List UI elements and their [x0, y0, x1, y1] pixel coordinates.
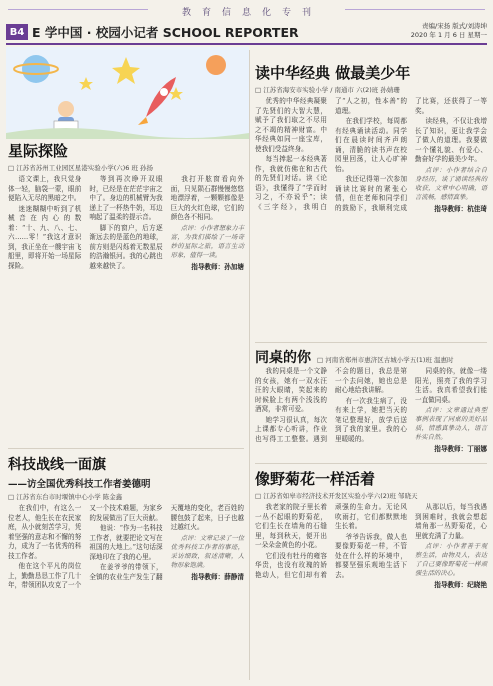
- article-byline: □ 河南省郑州市惠济区古城小学五(1)班 温惠时: [317, 356, 454, 364]
- banner-char: 信: [221, 7, 231, 18]
- banner-char: 化: [262, 7, 272, 18]
- article-comment: 点评：文章通过典型事例表现了同桌的美好品质，情感真挚动人，语言朴实自然。: [415, 407, 487, 441]
- banner-char: 育: [201, 7, 211, 18]
- article-paragraph: 在我们学校，每周都有经典诵读活动。同学们在晨读时间齐声朗诵，清脆的读书声在校园里回荡，让人心旷神怡。: [335, 117, 407, 173]
- article-byline: □ 江苏省东台市时堰镇中心小学 陈金鑫: [8, 493, 123, 501]
- article-teacher: 指导教师：丁丽娜: [434, 445, 487, 453]
- article-teacher: 指导教师：纪晓艳: [434, 581, 487, 589]
- article-paragraph: 我打开舷窗看向外面，只见陨石群慢慢悠悠地漂浮着，一颗颗都像是巨大的火红色球，它们的颜色各不相同。: [170, 175, 244, 221]
- article-paragraph: 我的同桌是一个文静的女孩，她有一双水汪汪的大眼睛，笑起来的时候脸上有两个浅浅的酒窝，非常可爱。: [255, 367, 327, 413]
- article-wild-chrysanthemum: [255, 468, 487, 589]
- article-paragraph: 每当捧起一本经典著作，我就仿佛在和古代的先贤们对话。读《论语》，我懂得了“学而时习之，不亦说乎”；读《三字经》，我明白了“人之初，性本善”的道理。: [255, 97, 407, 211]
- article-body: [8, 504, 244, 591]
- article-byline: □ 江苏省苏州工业园区星港实验小学(六)6 班 孙扬: [8, 164, 154, 172]
- article-paragraph: 她学习很认真，每次上课都专心听讲，作业也写得工工整整。遇到不会的题目，我总是第一个去问她，她也总是耐心地给我讲解。: [255, 367, 407, 443]
- article-byline: □ 江苏省如皋市经济技术开发区实验小学六(2)班 邹晓天: [255, 492, 418, 500]
- article-title: 像野菊花一样活着: [255, 470, 376, 488]
- article-paragraph: 有一次我生病了，没有来上学，她把当天的笔记整理好，放学后送到了我的家里。我的心里暖暖的。: [335, 396, 407, 443]
- article-paragraph: 脚下的窗户，后方逐渐远去的是蓝色的地球，前方则是闪烁着无数星辰的浩瀚银河。我的心跳也越来越快了。: [89, 223, 163, 270]
- article-body: [8, 175, 244, 272]
- banner-char: 息: [241, 7, 251, 18]
- article-title: 星际探险: [8, 142, 69, 160]
- section-divider: [8, 448, 244, 449]
- article-body: [255, 503, 487, 589]
- article-star-adventure: [8, 140, 244, 272]
- article-comment: 点评：小作者善于观察生活，由物及人，表达了自己要像野菊花一样顽强生活的决心。: [415, 543, 487, 577]
- article-title: 读中华经典 做最美少年: [255, 64, 411, 82]
- article-paragraph: 迷迷糊糊中听到了机械音在内心的数着：“十、九、八、七、六……零！”我这才意识到，我正坐在一艘宇宙飞船里，即将开始一场星际探险。: [8, 204, 82, 270]
- article-paragraph: 在我们中，有这么一位老人，他生长在农民家庭，从小就刻苦学习，凭着坚强的意志和不懈的努力，成为了一名优秀的科技工作者。: [8, 504, 82, 560]
- space-illustration: [6, 47, 249, 139]
- masthead-rule: [6, 43, 487, 45]
- masthead-banner: [6, 4, 487, 18]
- article-paragraph: 从那以后，每当我遇到困难时，我就会想起墙角那一丛野菊花，心里就充满了力量。: [415, 503, 487, 540]
- article-tech-flag: [8, 454, 244, 591]
- section-divider: [255, 463, 487, 464]
- editor-line: 责编/宋扬 版式/刘涛坤: [422, 22, 487, 30]
- article-teacher: 指导教师：孙加塘: [191, 262, 244, 271]
- banner-char: 教: [181, 7, 191, 18]
- section-title: E 学中国 · 校园小记者 SCHOOL REPORTER: [32, 25, 299, 40]
- sun-icon: [206, 55, 226, 75]
- article-read-classics: [255, 62, 487, 213]
- section-divider: [255, 342, 487, 343]
- date-line: 2020 年 1 月 6 日 星期一: [410, 31, 487, 39]
- article-paragraph: 读经典，不仅让我增长了知识，更让我学会了做人的道理。我要做一个懂礼貌、有爱心、勤奋好学的最美少年。: [415, 117, 487, 163]
- banner-char: 专: [282, 7, 292, 18]
- article-paragraph: 它们没有牡丹的雍容华贵，也没有玫瑰的娇艳动人，但它们却有着顽强的生命力。无论风吹雨打，它们都默默地生长着。: [255, 503, 407, 579]
- article-subtitle: ——访全国优秀科技工作者姜德明: [8, 479, 151, 490]
- article-deskmate: [255, 347, 487, 453]
- column-divider: [249, 50, 250, 680]
- article-body: [255, 97, 487, 213]
- banner-char: 刊: [302, 7, 312, 18]
- article-title-row: [255, 347, 487, 367]
- article-paragraph: 同桌的你，就像一缕阳光，照亮了我的学习生活。我真希望我们能一直做同桌。: [415, 367, 487, 404]
- masthead-meta: [337, 22, 487, 40]
- article-paragraph: 他在这个平凡的岗位上，勤勤恳恳工作了几十年，带领团队攻克了一个又一个技术难题，为家乡的发展做出了巨大贡献。: [8, 504, 163, 589]
- article-paragraph: 在姜爷爷的带领下，全镇的农业生产发生了翻天覆地的变化，老百姓的腰包鼓了起来，日子也越过越红火。: [89, 504, 244, 581]
- article-body: [255, 367, 487, 453]
- article-title: 科技战线一面旗: [8, 457, 106, 473]
- planet-icon: [22, 55, 50, 83]
- article-paragraph: 优秀的中华经典凝聚了先贤们的大智大慧，赋予了我们取之不尽用之不竭的精神财富。中华经典如同一座宝库，使我们受益终身。: [255, 97, 327, 153]
- article-paragraph: 他说：“作为一名科技工作者，就要把论文写在祖国的大地上。”这句话深深地印在了我的心里。: [89, 524, 163, 561]
- article-byline: □ 江苏省海安市实验小学 / 南通市 六(2)班 孙婧珊: [255, 86, 400, 94]
- article-paragraph: 我还记得第一次参加诵读比赛时的紧张心情，但在老师和同学们的鼓励下，我顺利完成了比赛，还获得了一等奖。: [335, 97, 487, 212]
- article-paragraph: 等到再次睁开双眼时，已经是在茫茫宇宙之中了。身边的机械臂为我递上了一杯热牛奶，耳边响起了温柔的提示音。: [89, 175, 163, 221]
- article-comment: 点评：小作者结合自身经历，谈了诵读经典的收获，文章中心明确，语言流畅，感情真挚。: [415, 166, 487, 201]
- article-teacher: 指导教师：薛静清: [191, 572, 244, 581]
- article-paragraph: 爷爷告诉我，做人也要像野菊花一样，不管处在什么样的环境中，都要坚强乐观地生活下去。: [335, 532, 407, 579]
- page-number-badge: B4: [6, 24, 28, 40]
- article-teacher: 指导教师：杭佳琦: [434, 204, 487, 213]
- article-title: 同桌的你: [255, 350, 311, 366]
- masthead: [0, 0, 493, 46]
- article-paragraph: 我老家的院子里长着一丛不起眼的野菊花，它们生长在墙角的石缝里，每到秋天，便开出一朵朵金黄色的小花。: [255, 503, 327, 549]
- article-comment: 点评：小作者想象力丰富，为我们描绘了一场奇妙的星际之旅，语言生动形象，值得一读。: [170, 224, 244, 259]
- article-comment: 点评：文章记录了一位优秀科技工作者的事迹，采访细致，叙述清晰，人物形象饱满。: [170, 534, 244, 569]
- article-paragraph: 语文课上，我只觉身体一轻，脑袋一蒙，眼前便陷入无尽的黑暗之中。: [8, 175, 82, 202]
